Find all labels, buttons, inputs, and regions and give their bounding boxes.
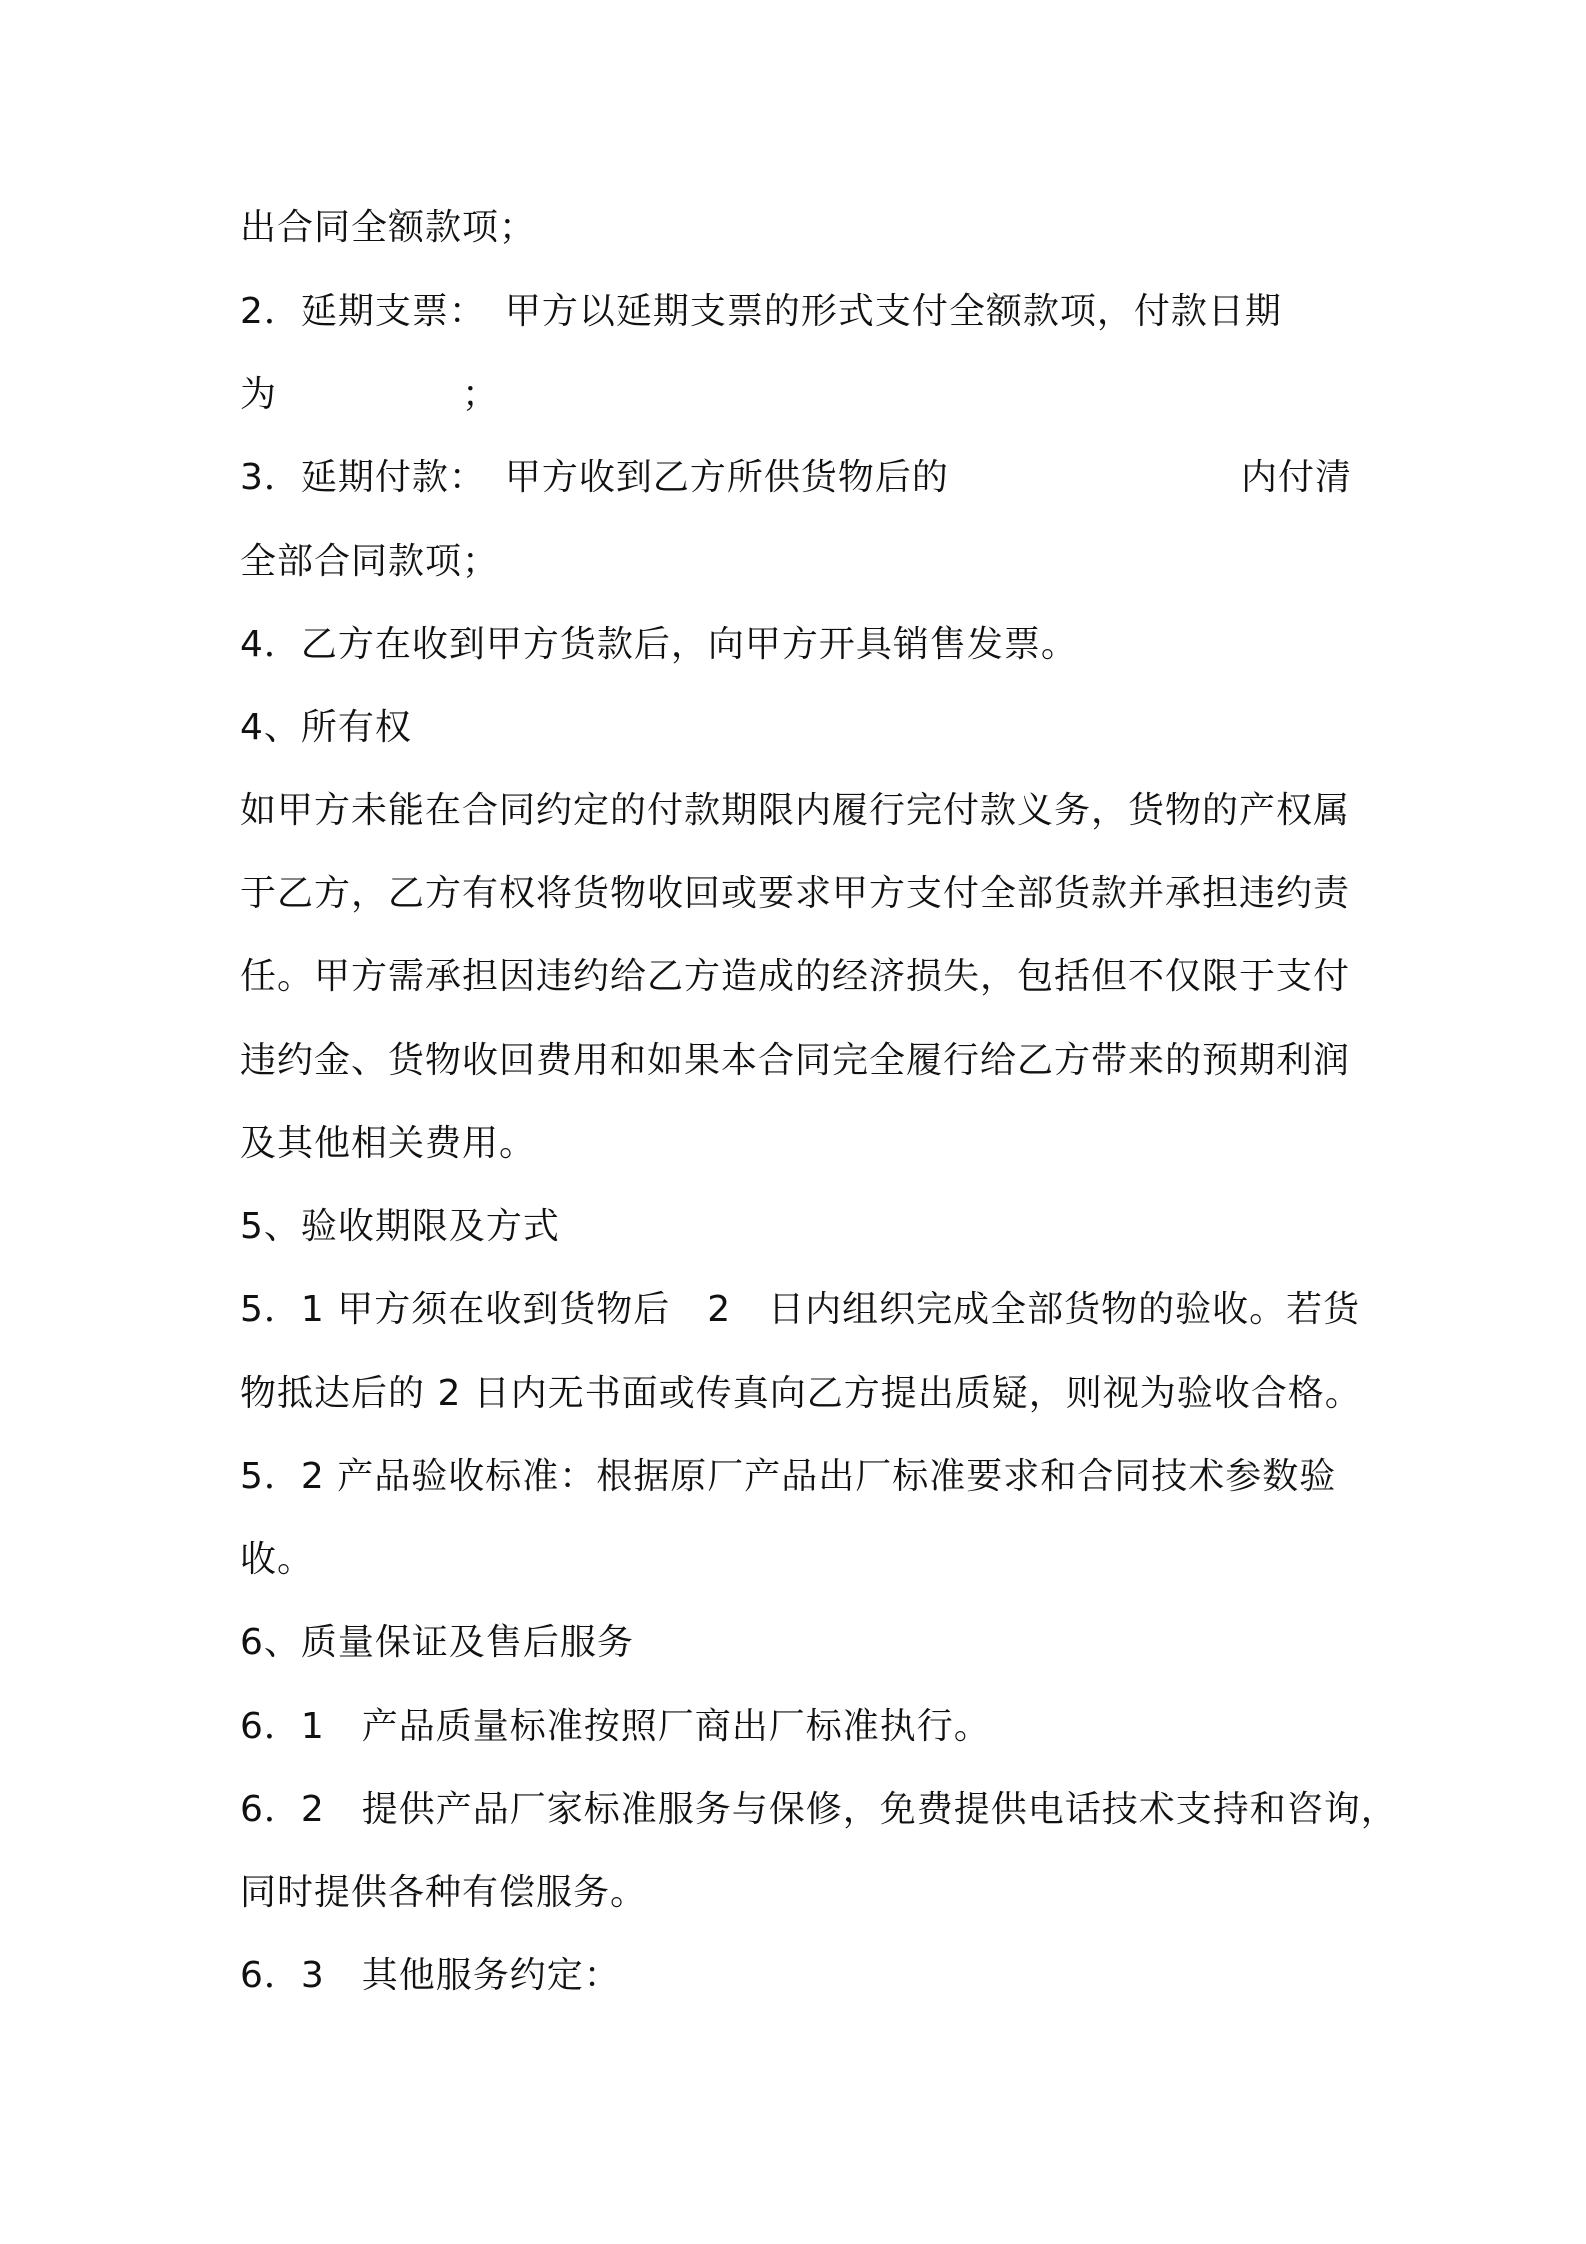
text-segment: 内付清 bbox=[1240, 457, 1352, 498]
text-line: 出合同全额款项； bbox=[240, 207, 537, 248]
text-line: 收。 bbox=[240, 1539, 315, 1580]
section-heading: 4、所有权 bbox=[240, 707, 412, 748]
text-line: 6．2 提供产品厂家标准服务与保修，免费提供电话技术支持和咨询， bbox=[240, 1789, 1398, 1830]
text-line: 如甲方未能在合同约定的付款期限内履行完付款义务，货物的产权属 bbox=[240, 790, 1351, 831]
text-line: 任。甲方需承担因违约给乙方造成的经济损失，包括但不仅限于支付 bbox=[240, 956, 1351, 997]
text-segment: 3．延期付款： 甲方收到乙方所供货物后的 bbox=[240, 457, 949, 498]
text-line: 及其他相关费用。 bbox=[240, 1123, 537, 1164]
text-line: 同时提供各种有偿服务。 bbox=[240, 1872, 648, 1913]
section-heading: 5、验收期限及方式 bbox=[240, 1206, 560, 1247]
text-line: 6．1 产品质量标准按照厂商出厂标准执行。 bbox=[240, 1706, 991, 1747]
text-line: 6．3 其他服务约定： bbox=[240, 1955, 621, 1996]
text-line: 5．2 产品验收标准：根据原厂产品出厂标准要求和合同技术参数验 bbox=[240, 1456, 1337, 1497]
text-line-split bbox=[240, 448, 1352, 508]
text-line: 为 ； bbox=[240, 374, 500, 415]
text-line: 违约金、货物收回费用和如果本合同完全履行给乙方带来的预期利润 bbox=[240, 1040, 1351, 1081]
text-line: 全部合同款项； bbox=[240, 541, 500, 582]
section-heading: 6、质量保证及售后服务 bbox=[240, 1622, 634, 1663]
text-line: 于乙方，乙方有权将货物收回或要求甲方支付全部货款并承担违约责 bbox=[240, 873, 1351, 914]
text-line: 4．乙方在收到甲方货款后，向甲方开具销售发票。 bbox=[240, 624, 1078, 665]
text-line: 2．延期支票： 甲方以延期支票的形式支付全额款项，付款日期 bbox=[240, 291, 1282, 332]
text-line: 5．1 甲方须在收到货物后 2 日内组织完成全部货物的验收。若货 bbox=[240, 1289, 1361, 1330]
text-line: 物抵达后的 2 日内无书面或传真向乙方提出质疑，则视为验收合格。 bbox=[240, 1373, 1362, 1414]
